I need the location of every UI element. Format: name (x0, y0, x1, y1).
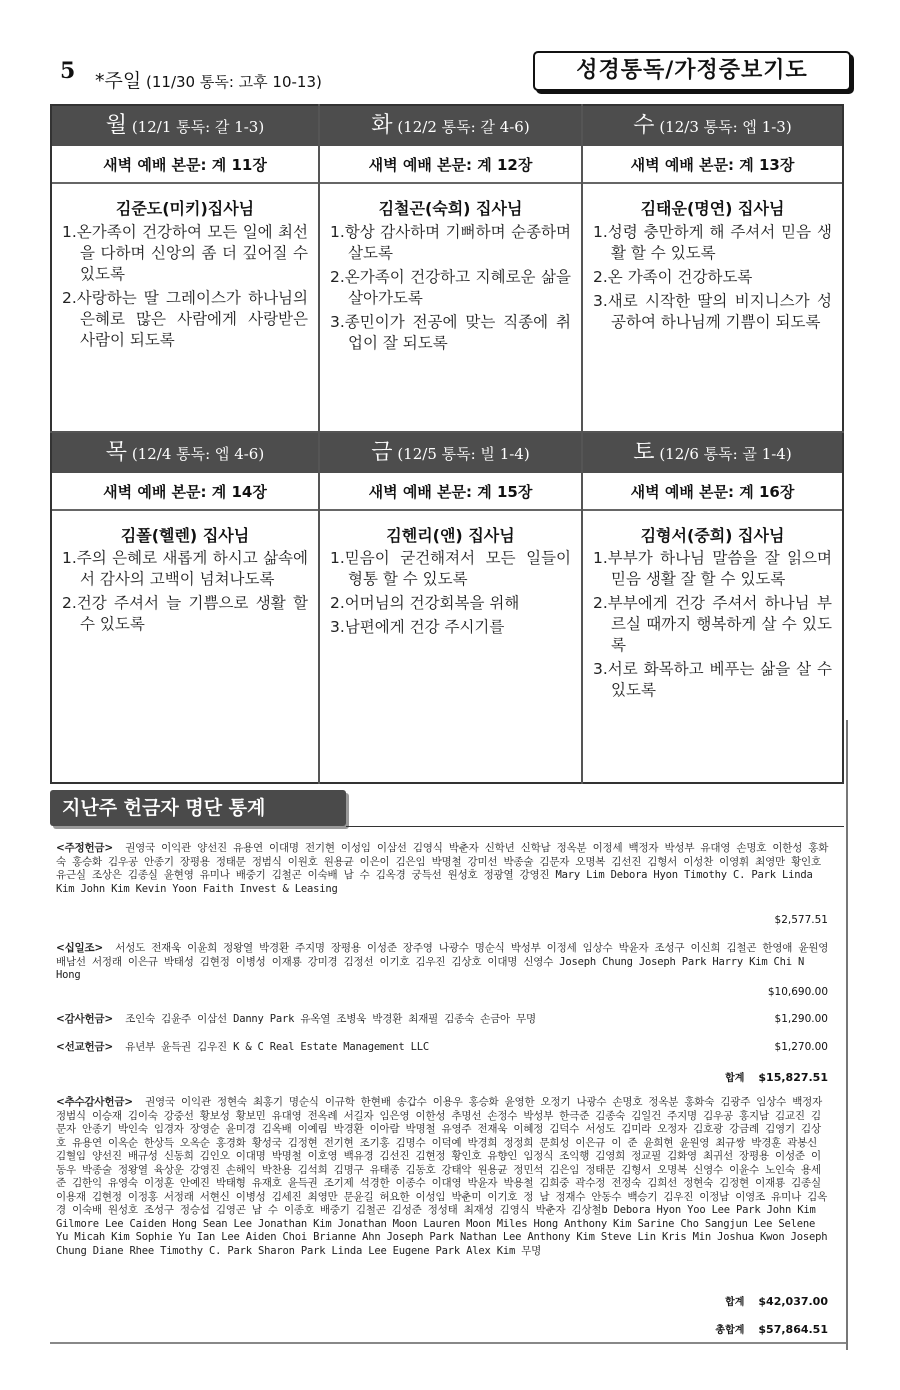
prayer-item: 1.항상 감사하며 기뻐하며 순종하며 살도록 (330, 223, 571, 262)
section-names: 권영국 이익관 양선진 유용연 이대명 전기현 이성임 이삼선 김영식 박춘자 신학년 신학남 정옥분 이정세 백정자 박성부 유대영 손명호 이한성 홍화숙 홍승화 김우공 안종기 장평용 정태문 정범식 이원호 원용균 이은이 김은임 박명철 강미선 박종술 김문자 오명복 김선진 김형서 이성찬 이영휘 최영만 황인호 유근실 조상은 김종실 윤현영 유미나 배중기 김철곤 이숙배 남 수 김옥경 궁득선 원성호 정광열 강영진 Mary Lim Debora Hyon Timothy C. Park Linda Kim John Kim Kevin Yoon Faith Invest & Leasing (56, 842, 829, 895)
day-name: 수 (633, 113, 655, 138)
section-names: 권영국 이익관 정현숙 최홍기 명순식 이규학 한현배 송갑수 이용우 홍승화 윤영한 오정기 나광수 손명호 정옥분 홍화숙 김광주 임상수 백정자 정범식 이승재 김이숙 강중선 황보성 황보민 유대영 전옥례 서길자 임은영 이한성 추명선 손정수 박성부 한극준 김종숙 김일건 주지명 김우공 홍지남 김교진 김문자 안종기 박인숙 임경자 장영순 윤미경 김옥배 이예림 박경환 이아람 박명철 유영주 전재욱 이혜정 김덕수 서성도 김미라 오정자 김호광 강금례 김영기 김상호 유용연 이옥순 한상득 오옥순 홍경화 황성국 김정현 전기현 조기홍 김명수 이덕예 박경희 정정희 문희성 이은규 이 준 윤희현 윤원영 최규쌍 박경훈 곽봉신 김혈임 양선진 배규성 신동희 김인오 이대명 박명철 이호영 백유경 김선진 김현정 황인호 유향인 임정식 조익행 김영희 정교필 김화영 최귀선 장평용 이성준 이동우 박종술 정왕열 육상운 강영진 손해익 박찬용 김석희 김명구 유태종 김동호 강태악 원용균 정민석 김은임 정태문 김형서 오명복 신영수 이윤수 노인숙 용세준 김한익 유영숙 이정훈 안예진 박태형 유재호 윤득권 조기제 석경한 이종수 이대영 박윤자 박용철 김희중 곽수정 전정숙 김희선 정현숙 김정현 이재룡 김종실 이용재 김현정 이정홍 서정래 서현신 이병성 김세진 최영만 문윤길 허요한 이성임 박춘미 이기호 정 남 정재수 안동수 백승기 김우진 이정남 이영조 유미나 김옥경 이숙배 원성호 조성구 정승섭 김영곤 남 수 이종호 배중기 김철곤 김성준 정성태 최재성 김영식 박춘자 김상철b Debora Hyon Yoo Lee Park John Kim Gilmore Lee Caiden Hong Sean Lee Jonathan Kim Jonathan Moon Lauren Moon Miles Hong Anthony Kim Sarine Cho Sangjun Lee Selene Yu Micah Kim Sophie Yu Ian Lee Aiden Choi Brianne Ahn Joseph Park Nathan Lee Anthony Kim Steve Lin Kris Min Joshua Kwon Joseph Chung Diane Rhee Timothy C. Park Sharon Park Linda Lee Eugene Park Alex Kim 무명 (56, 1096, 828, 1257)
day-reading: (12/4 통독: 엡 4-6) (131, 445, 265, 463)
section-names: 유년부 윤득권 김우진 K & C Real Estate Management LLC (125, 1041, 429, 1053)
prayer-person: 김형서(중희) 집사님 (640, 526, 785, 545)
divider (846, 720, 848, 1350)
prayer-item: 2.온가족이 건강하고 지혜로운 삶을 살아가도록 (330, 268, 571, 307)
day-name: 월 (105, 113, 128, 138)
prayer-item: 2.온 가족이 건강하도록 (593, 268, 753, 286)
day-reading: (12/2 통독: 갈 4-6) (397, 118, 530, 136)
prayer-list (593, 222, 832, 336)
day-header (320, 106, 581, 146)
section-label: <십일조> (56, 942, 104, 954)
day-header (320, 433, 581, 473)
day-name: 목 (105, 440, 128, 465)
prayer-list (62, 548, 308, 638)
prayer-person: 김헨리(앤) 집사님 (386, 526, 515, 545)
section-label: <주정헌금> (56, 842, 113, 854)
prayer-list (330, 222, 571, 357)
thanksgiving-total (560, 1293, 828, 1308)
offering-section-tithe (56, 942, 830, 983)
day-name: 화 (371, 113, 393, 138)
grand-total (560, 1321, 828, 1336)
day-reading: (12/5 통독: 빌 1-4) (397, 445, 530, 463)
day-header (583, 433, 842, 473)
day-header (52, 433, 318, 473)
prayer-item: 3.새로 시작한 딸의 비지니스가 성공하여 하나님께 기쁨이 되도록 (593, 292, 832, 331)
sermon-text: 새벽 예배 본문: 계 15장 (320, 473, 581, 511)
prayer-list (62, 222, 308, 354)
prayer-item: 1.믿음이 굳건해져서 모든 일들이 형통 할 수 있도록 (330, 549, 571, 588)
grid-row-divider (50, 431, 844, 433)
page-number: 5 (60, 58, 76, 84)
grand-total-value: $57,864.51 (758, 1323, 828, 1336)
total-label: 합계 (725, 1297, 745, 1308)
day-reading: (12/6 통독: 골 1-4) (659, 445, 792, 463)
prayer-person: 김준도(미키)집사님 (115, 199, 255, 218)
grand-total-label: 총합계 (715, 1325, 745, 1336)
section-label: <감사헌금> (56, 1013, 113, 1025)
prayer-item: 1.부부가 하나님 말씀을 잘 읽으며 믿음 생활 잘 할 수 있도록 (593, 549, 832, 588)
section-amount: $2,577.51 (774, 914, 828, 926)
prayer-item: 3.남편에게 건강 주시기를 (330, 618, 505, 636)
section-names: 조인숙 김윤주 이삼선 Danny Park 유옥열 조병욱 박경환 최재필 김종숙 손금아 무명 (125, 1013, 536, 1025)
day-reading: (12/1 통독: 갈 1-3) (131, 118, 265, 136)
prayer-item: 2.부부에게 건강 주셔서 하나님 부르실 때까지 행복하게 살 수 있도록 (593, 594, 832, 654)
sunday-label: *주일 (95, 70, 142, 92)
day-header (583, 106, 842, 146)
subtotal (560, 1069, 828, 1084)
page-title: 성경통독/가정중보기도 (533, 51, 851, 91)
prayer-list (593, 548, 832, 704)
section-names: 서성도 전재욱 이윤희 정왕열 박경환 주지명 장평용 이성준 장주영 나광수 명순식 박성부 이정세 임상수 박윤자 조성구 이신희 김철곤 한영애 윤원영 배남선 서정래 이은규 박태성 김현정 이병성 이재룡 강미경 김정선 이기호 김우진 김상호 이대명 신영수 Joseph Chung Joseph Park Harry Kim Chi N Hong (56, 942, 829, 981)
offering-section-thanksgiving (56, 1096, 830, 1258)
prayer-item: 1.주의 은혜로 새롭게 하시고 삶속에서 감사의 고백이 넘쳐나도록 (62, 549, 308, 588)
section-amount: $1,270.00 (774, 1041, 828, 1053)
section-amount: $1,290.00 (774, 1013, 828, 1025)
prayer-item: 2.건강 주셔서 늘 기쁨으로 생활 할 수 있도록 (62, 594, 308, 633)
total-value: $42,037.00 (758, 1295, 828, 1308)
prayer-item: 3.종민이가 전공에 맞는 직종에 취업이 잘 되도록 (330, 313, 571, 352)
section-amount: $10,690.00 (767, 986, 828, 998)
prayer-item: 2.어머님의 건강회복을 위해 (330, 594, 520, 612)
prayer-list (330, 548, 571, 641)
day-name: 금 (371, 440, 393, 465)
section-label: <추수감사헌금> (56, 1096, 133, 1108)
prayer-item: 3.서로 화목하고 베푸는 삶을 살 수 있도록 (593, 660, 832, 699)
sunday-reading (95, 66, 322, 93)
divider (50, 1342, 846, 1344)
offering-stats-title: 지난주 헌금자 명단 통계 (50, 790, 346, 826)
day-header (52, 106, 318, 146)
sermon-text: 새벽 예배 본문: 계 14장 (52, 473, 318, 511)
day-name: 토 (633, 440, 655, 465)
subtotal-value: $15,827.51 (758, 1071, 828, 1084)
sermon-text: 새벽 예배 본문: 계 16장 (583, 473, 842, 511)
sunday-reading-text: (11/30 통독: 고후 10-13) (146, 73, 322, 91)
day-reading: (12/3 통독: 엡 1-3) (659, 118, 792, 136)
sermon-text: 새벽 예배 본문: 계 13장 (583, 146, 842, 184)
prayer-person: 김태운(명연) 집사님 (640, 199, 785, 218)
sermon-text: 새벽 예배 본문: 계 11장 (52, 146, 318, 184)
subtotal-label: 합계 (725, 1073, 745, 1084)
sermon-text: 새벽 예배 본문: 계 12장 (320, 146, 581, 184)
prayer-item: 1.온가족이 건강하여 모든 일에 최선을 다하며 신앙의 좀 더 깊어질 수 있도록 (62, 223, 308, 283)
prayer-item: 1.성령 충만하게 해 주셔서 믿음 생활 할 수 있도록 (593, 223, 832, 262)
prayer-person: 김철곤(숙희) 집사님 (378, 199, 523, 218)
offering-section-sunday (56, 842, 830, 896)
prayer-person: 김폴(헬렌) 집사님 (120, 526, 250, 545)
prayer-item: 2.사랑하는 딸 그레이스가 하나님의 은혜로 많은 사람에게 사랑받은 사람이 되도록 (62, 289, 308, 349)
divider (346, 826, 844, 827)
section-label: <선교헌금> (56, 1041, 113, 1053)
